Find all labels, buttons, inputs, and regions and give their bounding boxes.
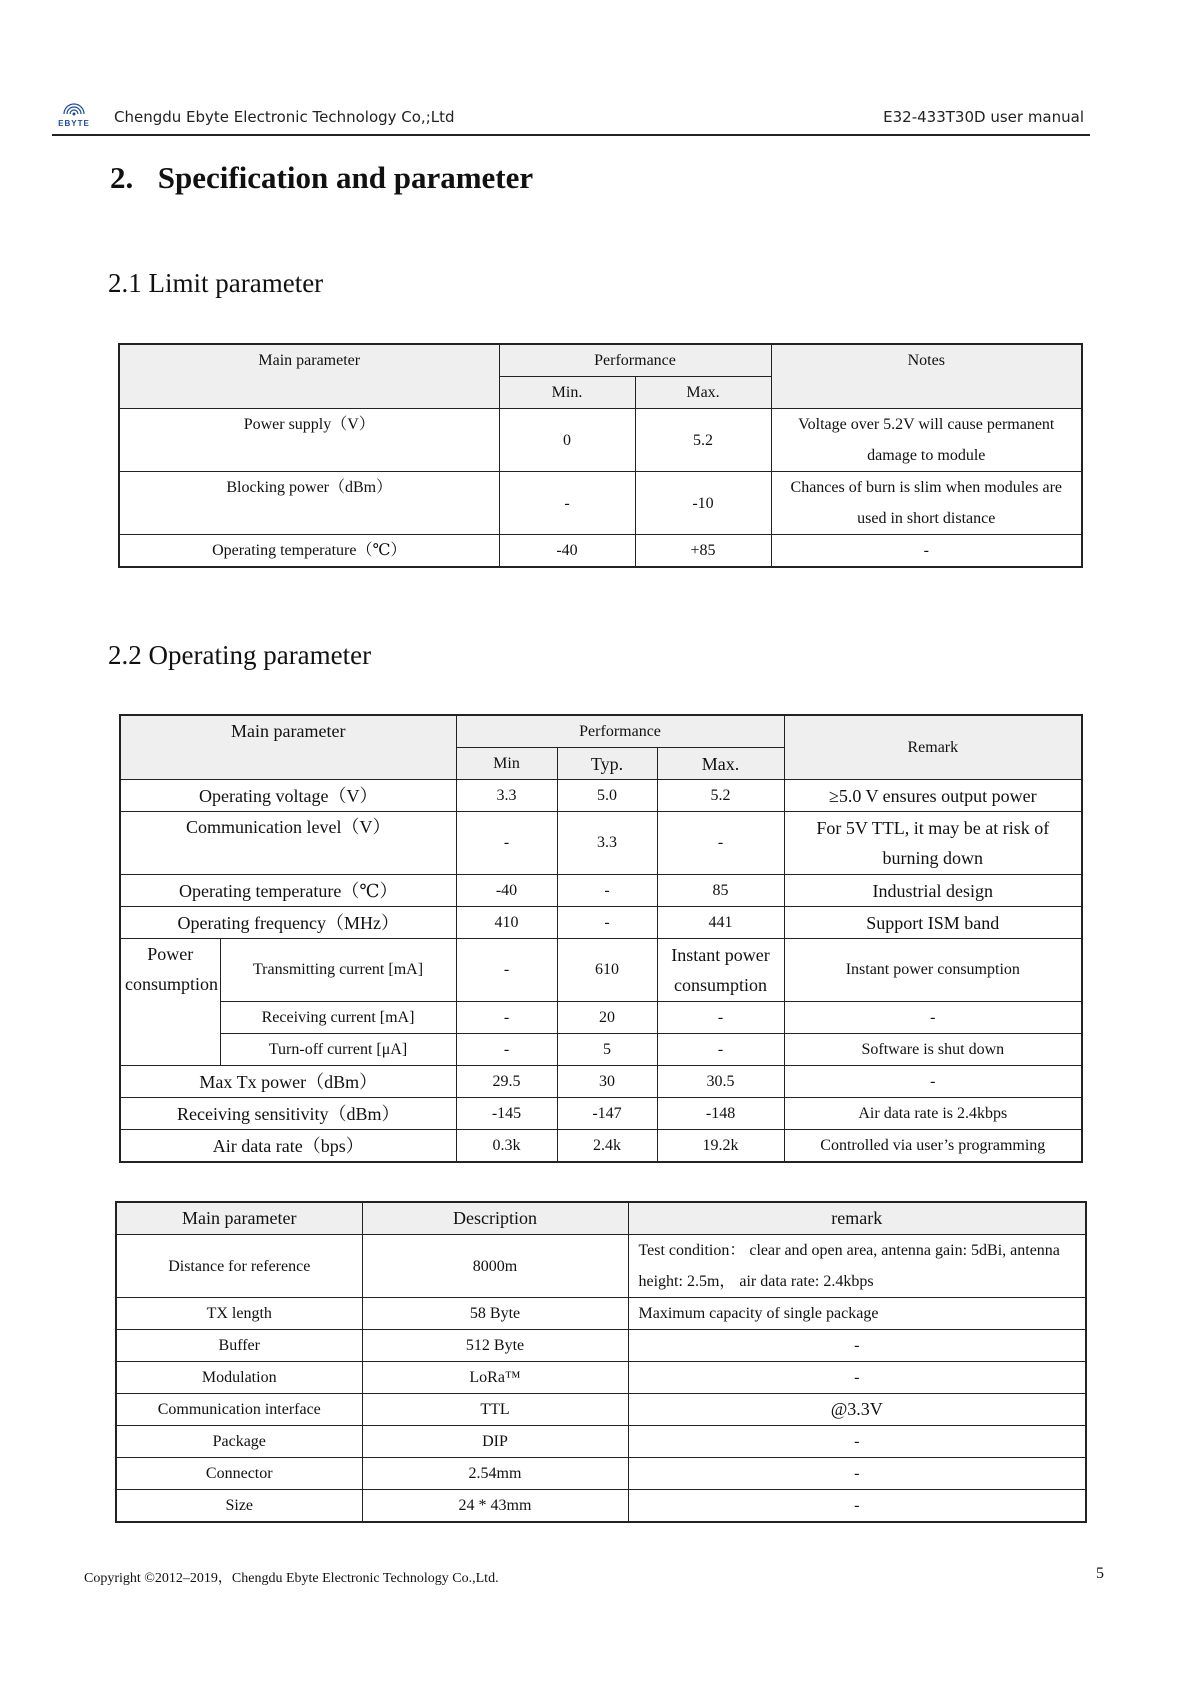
op-typ: 5.0 (557, 780, 657, 812)
table-row (116, 1298, 1086, 1330)
limit-header-notes: Notes (771, 344, 1082, 409)
section-title-text: Specification and parameter (157, 160, 534, 195)
op-min: -40 (456, 875, 557, 907)
op-typ: 20 (557, 1002, 657, 1034)
misc-remark: @3.3V (628, 1394, 1086, 1426)
op-typ: 5 (557, 1034, 657, 1066)
footer-copyright: Copyright ©2012–2019，Chengdu Ebyte Electronic Technology Co.,Ltd. (84, 1571, 499, 1586)
op-min: 3.3 (456, 780, 557, 812)
op-param: Max Tx power（dBm） (120, 1066, 456, 1098)
misc-desc: 8000m (362, 1235, 628, 1298)
op-min: - (456, 939, 557, 1002)
table-row (120, 1098, 1082, 1130)
op-param: Turn-off current [μA] (220, 1034, 456, 1066)
misc-param: Distance for reference (116, 1235, 362, 1298)
op-remark: ≥5.0 V ensures output power (784, 780, 1082, 812)
misc-param: Communication interface (116, 1394, 362, 1426)
op-max: - (657, 1002, 784, 1034)
misc-param: Package (116, 1426, 362, 1458)
op-remark: For 5V TTL, it may be at risk of burning down (784, 812, 1082, 875)
page-header (52, 96, 1090, 136)
ebyte-logo (52, 102, 96, 128)
limit-header-max: Max. (635, 377, 771, 409)
table-row (119, 409, 1082, 472)
table-row (120, 812, 1082, 875)
op-min: -145 (456, 1098, 557, 1130)
op-remark: - (784, 1066, 1082, 1098)
misc-desc: LoRa™ (362, 1362, 628, 1394)
limit-param: Operating temperature（℃） (119, 535, 499, 568)
op-header-max: Max. (657, 748, 784, 780)
op-typ: - (557, 875, 657, 907)
table-row (119, 472, 1082, 535)
op-min: - (456, 1034, 557, 1066)
section-number: 2. (110, 160, 134, 195)
table-row (120, 780, 1082, 812)
operating-parameter-table (119, 714, 1083, 1163)
op-remark: Support ISM band (784, 907, 1082, 939)
op-remark: Software is shut down (784, 1034, 1082, 1066)
limit-param: Blocking power（dBm） (119, 472, 499, 535)
table-row (120, 1034, 1082, 1066)
op-remark: - (784, 1002, 1082, 1034)
op-header-remark: Remark (784, 715, 1082, 780)
limit-header-main: Main parameter (119, 344, 499, 409)
op-typ: -147 (557, 1098, 657, 1130)
table-row (119, 535, 1082, 568)
table-row (116, 1458, 1086, 1490)
signal-icon (52, 102, 96, 118)
op-typ: 2.4k (557, 1130, 657, 1163)
page-number: 5 (1096, 1565, 1104, 1582)
op-param: Communication level（V） (120, 812, 456, 875)
misc-param: TX length (116, 1298, 362, 1330)
misc-remark: - (628, 1362, 1086, 1394)
table-row (120, 1130, 1082, 1163)
op-param: Air data rate（bps） (120, 1130, 456, 1163)
op-max: 30.5 (657, 1066, 784, 1098)
logo-text: EBYTE (58, 119, 90, 128)
op-min: 29.5 (456, 1066, 557, 1098)
op-param: Receiving sensitivity（dBm） (120, 1098, 456, 1130)
misc-desc: 58 Byte (362, 1298, 628, 1330)
misc-desc: 24 * 43mm (362, 1490, 628, 1523)
op-max: Instant power consumption (657, 939, 784, 1002)
op-header-min: Min (456, 748, 557, 780)
table-row (116, 1330, 1086, 1362)
header-manual-title: E32-433T30D user manual (883, 108, 1084, 126)
op-remark: Controlled via user’s programming (784, 1130, 1082, 1163)
misc-param: Buffer (116, 1330, 362, 1362)
table-row (116, 1490, 1086, 1523)
op-max: 19.2k (657, 1130, 784, 1163)
section-title (110, 160, 533, 196)
table-row (120, 1002, 1082, 1034)
misc-remark: Test condition： clear and open area, antenna gain: 5dBi, antenna height: 2.5m， air data rate: 2.4kbps (628, 1235, 1086, 1298)
op-header-typ: Typ. (557, 748, 657, 780)
limit-heading: 2.1 Limit parameter (108, 268, 324, 298)
limit-max: 5.2 (635, 409, 771, 472)
table-row (116, 1426, 1086, 1458)
op-min: 0.3k (456, 1130, 557, 1163)
misc-header-remark: remark (628, 1202, 1086, 1235)
misc-header-main: Main parameter (116, 1202, 362, 1235)
misc-remark: - (628, 1458, 1086, 1490)
limit-notes: Voltage over 5.2V will cause permanent damage to module (771, 409, 1082, 472)
op-max: 5.2 (657, 780, 784, 812)
table-row (120, 939, 1082, 1002)
misc-desc: 2.54mm (362, 1458, 628, 1490)
table-row (120, 875, 1082, 907)
table-row (120, 1066, 1082, 1098)
misc-remark: Maximum capacity of single package (628, 1298, 1086, 1330)
op-param: Operating voltage（V） (120, 780, 456, 812)
op-typ: - (557, 907, 657, 939)
misc-header-desc: Description (362, 1202, 628, 1235)
limit-max: +85 (635, 535, 771, 568)
limit-notes: Chances of burn is slim when modules are used in short distance (771, 472, 1082, 535)
op-remark: Instant power consumption (784, 939, 1082, 1002)
op-typ: 3.3 (557, 812, 657, 875)
limit-param: Power supply（V） (119, 409, 499, 472)
op-min: 410 (456, 907, 557, 939)
limit-max: -10 (635, 472, 771, 535)
op-header-main: Main parameter (120, 715, 456, 780)
misc-parameter-table (115, 1201, 1087, 1523)
misc-param: Modulation (116, 1362, 362, 1394)
limit-parameter-table (118, 343, 1083, 568)
power-consumption-group: Power consumption (120, 939, 220, 1066)
table-row (116, 1362, 1086, 1394)
header-company: Chengdu Ebyte Electronic Technology Co,;Ltd (114, 108, 455, 126)
misc-remark: - (628, 1490, 1086, 1523)
limit-min: - (499, 472, 635, 535)
misc-param: Size (116, 1490, 362, 1523)
limit-min: -40 (499, 535, 635, 568)
op-header-performance: Performance (456, 715, 784, 748)
limit-header-min: Min. (499, 377, 635, 409)
operating-heading: 2.2 Operating parameter (108, 640, 372, 670)
op-min: - (456, 812, 557, 875)
table-row (116, 1394, 1086, 1426)
table-row (120, 907, 1082, 939)
misc-remark: - (628, 1330, 1086, 1362)
misc-desc: DIP (362, 1426, 628, 1458)
op-typ: 610 (557, 939, 657, 1002)
misc-desc: 512 Byte (362, 1330, 628, 1362)
op-typ: 30 (557, 1066, 657, 1098)
table-row (116, 1235, 1086, 1298)
limit-notes: - (771, 535, 1082, 568)
op-min: - (456, 1002, 557, 1034)
op-max: -148 (657, 1098, 784, 1130)
op-max: 441 (657, 907, 784, 939)
misc-desc: TTL (362, 1394, 628, 1426)
op-param: Operating temperature（℃） (120, 875, 456, 907)
op-max: - (657, 1034, 784, 1066)
limit-header-performance: Performance (499, 344, 771, 377)
op-max: 85 (657, 875, 784, 907)
op-max: - (657, 812, 784, 875)
op-param: Receiving current [mA] (220, 1002, 456, 1034)
limit-min: 0 (499, 409, 635, 472)
misc-param: Connector (116, 1458, 362, 1490)
op-param: Transmitting current [mA] (220, 939, 456, 1002)
op-remark: Air data rate is 2.4kbps (784, 1098, 1082, 1130)
misc-remark: - (628, 1426, 1086, 1458)
op-remark: Industrial design (784, 875, 1082, 907)
op-param: Operating frequency（MHz） (120, 907, 456, 939)
